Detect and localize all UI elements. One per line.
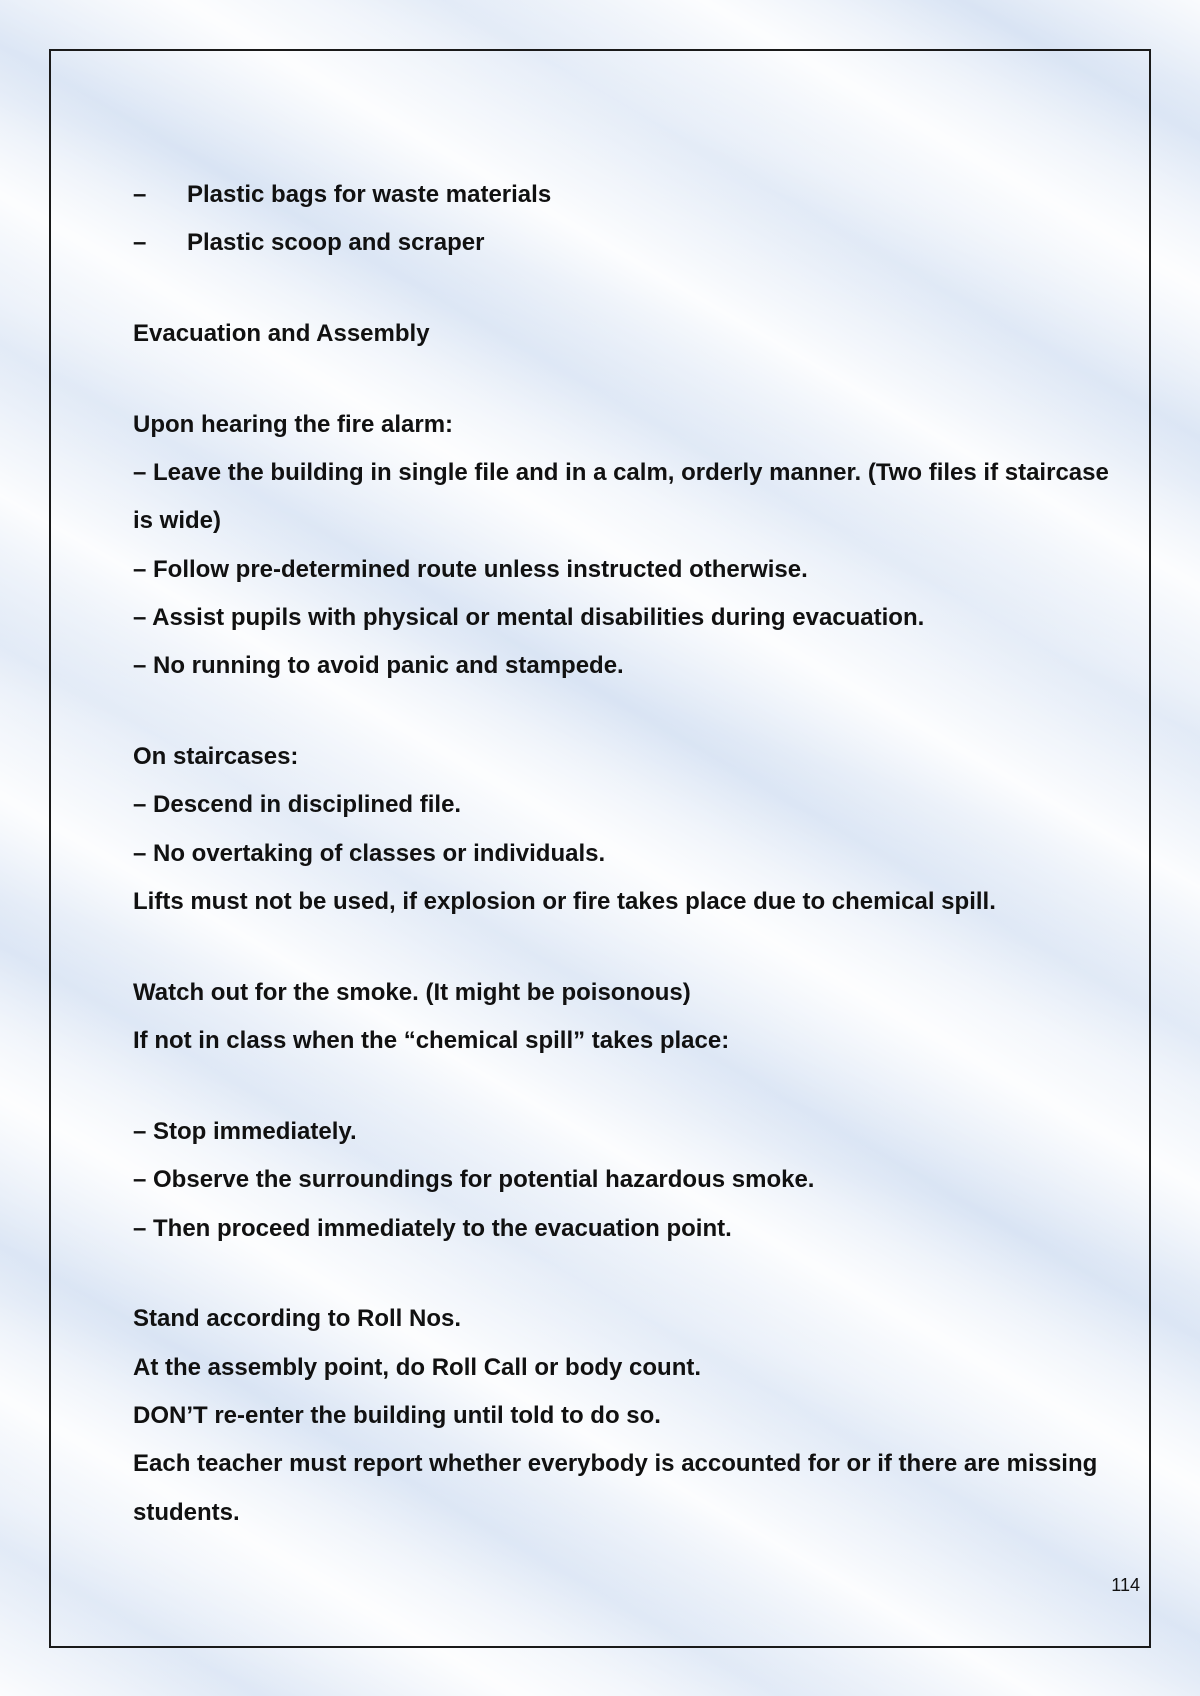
section-heading-block [133,310,1128,358]
fire-alarm-intro: Upon hearing the fire alarm: [133,410,454,438]
not-in-class-steps [133,1108,1128,1253]
staircase-intro: On staircases: [133,743,299,771]
list-item [133,219,1128,267]
list-item [133,171,1128,219]
fire-alarm-instructions [133,401,1128,691]
instruction-step: – No running to avoid panic and stampede. [133,652,624,680]
not-in-class-intro: If not in class when the “chemical spill” takes place: [133,1027,730,1055]
instruction-step: – No overtaking of classes or individuals. [133,839,606,867]
page-number: 114 [1111,1575,1140,1595]
assembly-line: Stand according to Roll Nos. [133,1305,462,1333]
instruction-step: – Leave the building in single file and in a calm, orderly manner. (Two files if staircase is wide) [133,459,1109,535]
instruction-step: – Descend in disciplined file. [133,791,462,819]
list-item-text: Plastic scoop and scraper [187,229,485,257]
instruction-step: – Observe the surroundings for potential hazardous smoke. [133,1166,815,1194]
staircase-instructions [133,733,1128,926]
smoke-warning-block [133,969,1128,1066]
section-heading: Evacuation and Assembly [133,320,430,348]
instruction-step: – Assist pupils with physical or mental disabilities during evacuation. [133,604,925,632]
instruction-step: – Then proceed immediately to the evacuation point. [133,1214,732,1242]
list-marker: – [133,229,147,257]
assembly-line: At the assembly point, do Roll Call or body count. [133,1353,702,1381]
list-item-text: Plastic bags for waste materials [187,181,552,208]
assembly-instructions [133,1295,1128,1536]
page-content [133,171,1128,1537]
supplies-list [133,171,1128,268]
lifts-note: Lifts must not be used, if explosion or fire takes place due to chemical spill. [133,888,996,916]
assembly-line: Each teacher must report whether everybody is accounted for or if there are missing students. [133,1450,1098,1526]
smoke-warning: Watch out for the smoke. (It might be poisonous) [133,978,691,1006]
instruction-step: – Follow pre-determined route unless instructed otherwise. [133,555,808,583]
assembly-line: DON’T re-enter the building until told to do so. [133,1401,661,1429]
list-marker: – [133,181,147,208]
instruction-step: – Stop immediately. [133,1117,357,1145]
